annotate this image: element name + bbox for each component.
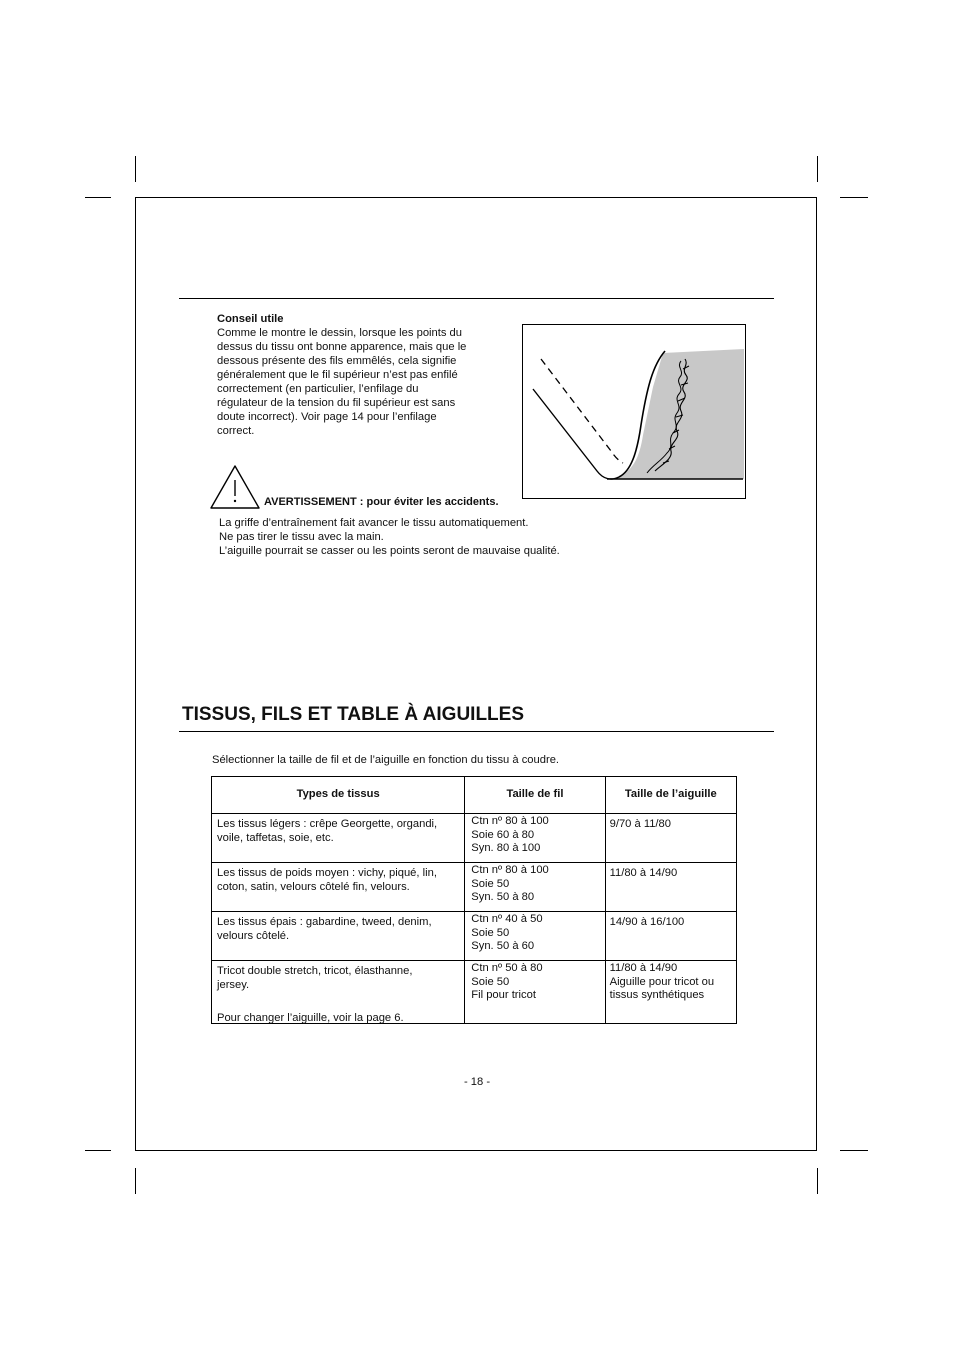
cell-line: Les tissus légers : crêpe Georgette, organdi, [217, 818, 438, 830]
cell-line: jersey. [217, 978, 250, 991]
table-header-row [212, 777, 737, 814]
section-title: TISSUS, FILS ET TABLE À AIGUILLES [182, 704, 525, 725]
tip-line: dessus du tissu ont bonne apparence, mais que le [217, 341, 467, 353]
cell-line: 11/80 à 14/90 [609, 867, 678, 879]
stitch-illustration [522, 324, 746, 499]
cell-line: 14/90 à 16/100 [609, 916, 685, 928]
column-header-thread: Taille de fil [465, 777, 605, 814]
cell-line: Les tissus épais : gabardine, tweed, denim, [217, 916, 432, 928]
table-row [212, 863, 737, 912]
thread-cell [465, 961, 605, 1024]
cell-line: Ctn nº 50 à 80 [471, 962, 543, 974]
column-header-fabric: Types de tissus [212, 777, 465, 814]
section-intro: Sélectionner la taille de fil et de l’aiguille en fonction du tissu à coudre. [212, 754, 560, 766]
tip-line: régulateur de la tension du fil supérieur est sans [217, 397, 456, 409]
cell-line: Tricot double stretch, tricot, élasthanne, [217, 965, 413, 977]
table-row [212, 912, 737, 961]
crop-mark [817, 156, 818, 182]
tip-title: Conseil utile [217, 313, 284, 325]
warning-title: AVERTISSEMENT : pour éviter les accidents. [264, 496, 499, 508]
thread-cell [465, 863, 605, 912]
column-header-needle: Taille de l’aiguille [605, 777, 736, 814]
tip-line: correct. [217, 425, 255, 437]
cell-line: Syn. 50 à 80 [471, 891, 535, 904]
thread-cell [465, 814, 605, 863]
cell-line: tissus synthétiques [609, 989, 705, 1002]
crop-mark [840, 197, 868, 198]
cell-line: Aiguille pour tricot ou [609, 975, 715, 988]
thread-cell [465, 912, 605, 961]
crop-mark [85, 1150, 111, 1151]
warning-text [219, 516, 560, 558]
cell-line: Fil pour tricot [471, 989, 536, 1002]
crop-mark [85, 197, 111, 198]
fabric-thread-needle-table [211, 776, 737, 1024]
cell-line: Syn. 80 à 100 [471, 842, 541, 855]
crop-mark [817, 1168, 818, 1194]
stitch-drawing [523, 325, 745, 498]
page-number: - 18 - [463, 1076, 491, 1088]
tip-line: dessous présente des fils emmêlés, cela signifie [217, 355, 457, 367]
fabric-cell [212, 912, 465, 961]
crop-mark [135, 1168, 136, 1194]
warning-line: Ne pas tirer le tissu avec la main. [219, 531, 384, 543]
cell-line: 9/70 à 11/80 [609, 818, 671, 830]
cell-line: Soie 50 [471, 975, 510, 988]
needle-cell [605, 814, 736, 863]
needle-cell [605, 961, 736, 1024]
fabric-cell [212, 814, 465, 863]
tip-block [217, 312, 502, 438]
warning-line: L’aiguille pourrait se casser ou les points seront de mauvaise qualité. [219, 545, 560, 557]
cell-line: Ctn nº 40 à 50 [471, 913, 543, 925]
section-rule [179, 731, 774, 732]
tip-line: généralement que le fil supérieur n’est pas enfilé [217, 369, 458, 381]
cell-line: Soie 60 à 80 [471, 828, 535, 841]
warning-triangle-icon [209, 464, 261, 510]
fabric-cell [212, 863, 465, 912]
top-rule [179, 298, 774, 299]
cell-line: Soie 50 [471, 877, 510, 890]
needle-cell [605, 863, 736, 912]
cell-line: Soie 50 [471, 926, 510, 939]
cell-line: coton, satin, velours côtelé fin, velours. [217, 880, 410, 893]
footnote: Pour changer l’aiguille, voir la page 6. [217, 1012, 404, 1024]
cell-line: velours côtelé. [217, 929, 290, 942]
tip-line: doute incorrect). Voir page 14 pour l’enfilage [217, 411, 437, 423]
cell-line: voile, taffetas, soie, etc. [217, 831, 334, 844]
crop-mark [840, 1150, 868, 1151]
crop-mark [135, 156, 136, 182]
tip-line: correctement (en particulier, l’enfilage du [217, 383, 419, 395]
cell-line: 11/80 à 14/90 [609, 962, 678, 974]
warning-line: La griffe d’entraînement fait avancer le tissu automatiquement. [219, 517, 529, 529]
cell-line: Ctn nº 80 à 100 [471, 864, 549, 876]
needle-cell [605, 912, 736, 961]
cell-line: Ctn nº 80 à 100 [471, 815, 549, 827]
cell-line: Les tissus de poids moyen : vichy, piqué, lin, [217, 867, 437, 879]
tip-line: Comme le montre le dessin, lorsque les points du [217, 327, 462, 339]
cell-line: Syn. 50 à 60 [471, 940, 535, 953]
table-row [212, 814, 737, 863]
